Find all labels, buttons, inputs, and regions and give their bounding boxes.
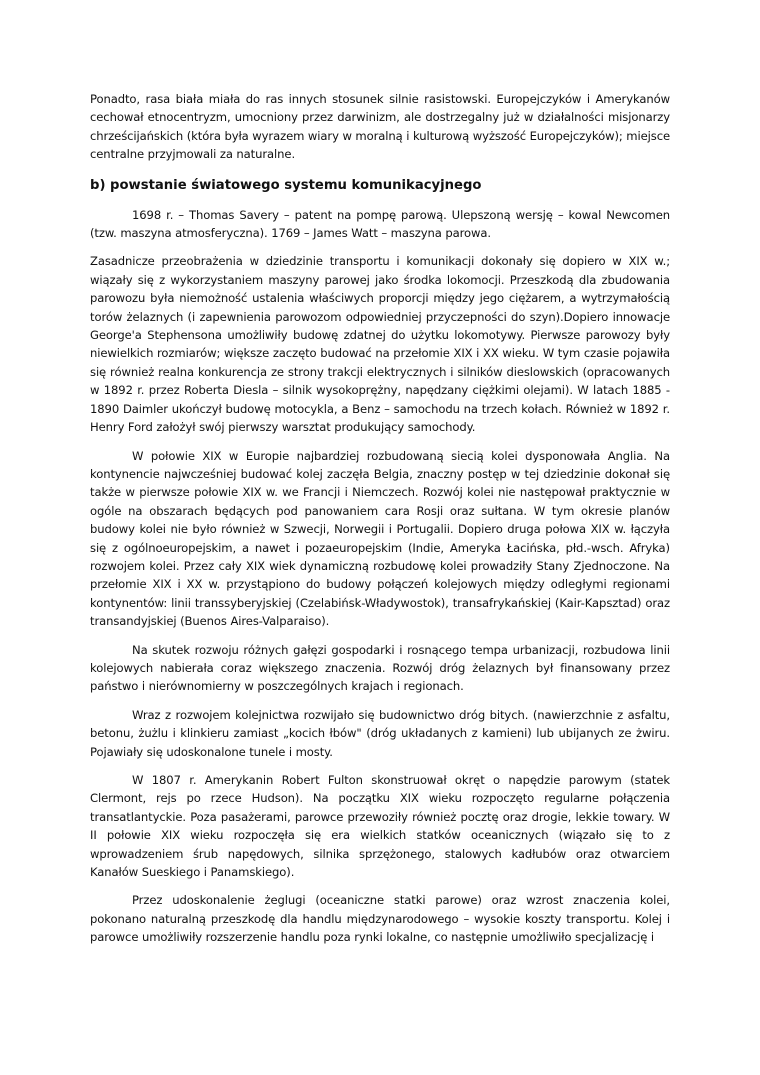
section-heading: b) powstanie światowego systemu komunikacyjnego [90,177,482,193]
paragraph-steamships: W 1807 r. Amerykanin Robert Fulton skonstruował okręt o napędzie parowym (statek Clermont, rejs po rzece Hudson). Na początku XIX wieku rozpoczęto regularne połączenia transatlantyckie. Poza pasażerami, parowce przewoziły również pocztę oraz drogie, lekkie towary. W II połowie XIX wieku rozpoczęła się era wielkich statków oceanicznych (wiązało się to z wprowadzeniem śrub napędowych, silnika sprzężonego, stalowych kadłubów oraz otwarciem Kanałów Sueskiego i Panamskiego). [90,773,670,880]
paragraph-transport-transformation: Zasadnicze przeobrażenia w dziedzinie transportu i komunikacji dokonały się dopiero w XIX w.; wiązały się z wykorzystaniem maszyny parowej jako środka lokomocji. Przeszkodą dla zbudowania parowozu była niemożność ustalenia właściwych proporcji między jego ciężarem, a wytrzymałością torów żelaznych (i zapewnienia parowozom odpowiedniej przyczepności do szyn).Dopiero innowacje George'a Stephensona umożliwiły budowę zdatnej do użytku lokomotywy. Pierwsze parowozy były niewielkich rozmiarów; większe zaczęto budować na przełomie XIX i XX wieku. W tym czasie pojawiła się również realna konkurencja ze strony trakcji elektrycznych i silników dieslowskich (opracowanych w 1892 r. przez Roberta Diesla – silnik wysokoprężny, napędzany ciężkimi olejami). W latach 1885 - 1890 Daimler ukończył budowę motocykla, a Benz – samochodu na trzech kołach. Również w 1892 r. Henry Ford założył swój pierwszy warsztat produkujący samochody. [90,254,670,435]
document-page [90,90,670,957]
paragraph-roads: Wraz z rozwojem kolejnictwa rozwijało się budownictwo dróg bitych. (nawierzchnie z asfaltu, betonu, żużlu i klinkieru zamiast „kocich łbów" (dróg układanych z kamieni) lub ubijanych ze żwiru. Pojawiały się udoskonalone tunele i mosty. [90,707,670,759]
paragraph-railway-importance: Na skutek rozwoju różnych gałęzi gospodarki i rosnącego tempa urbanizacji, rozbudowa linii kolejowych nabierała coraz większego znaczenia. Rozwój dróg żelaznych był finansowany przez państwo i nierównomierny w poszczególnych krajach i regionach. [90,642,670,694]
paragraph-steam-engine: 1698 r. – Thomas Savery – patent na pompę parową. Ulepszoną wersję – kowal Newcomen (tzw. maszyna atmosferyczna). 1769 – James Watt – maszyna parowa. [90,207,670,241]
paragraph-trade: Przez udoskonalenie żeglugi (oceaniczne statki parowe) oraz wzrost znaczenia kolei, pokonano naturalną przeszkodę dla handlu międzynarodowego – wysokie koszty transportu. Kolej i parowce umożliwiły rozszerzenie handlu poza rynki lokalne, co następnie umożliwiło specjalizację i [90,893,670,945]
paragraph-railways-europe: W połowie XIX w Europie najbardziej rozbudowaną siecią kolei dysponowała Anglia. Na kontynencie najwcześniej budować kolej zaczęła Belgia, znaczny postęp w tej dziedzinie dokonał się także w pierwsze połowie XIX w. we Francji i Niemczech. Rozwój kolei nie następował praktycznie w ogóle na obszarach będących pod panowaniem cara Rosji oraz sułtana. W tym okresie planów budowy kolei nie było również w Szwecji, Norwegii i Portugalii. Dopiero druga połowa XIX w. łączyła się z ogólnoeuropejskim, a nawet i pozaeuropejskim (Indie, Ameryka Łacińska, płd.-wsch. Afryka) rozwojem kolei. Przez cały XIX wiek dynamiczną rozbudowę kolei prowadziły Stany Zjednoczone. Na przełomie XIX i XX w. przystąpiono do budowy połączeń kolejowych między odległymi regionami kontynentów: linii transsyberyjskiej (Czelabińsk-Władywostok), transafrykańskiej (Kair-Kapsztad) oraz transandyjskiej (Buenos Aires-Valparaiso). [90,448,670,629]
intro-paragraph: Ponadto, rasa biała miała do ras innych stosunek silnie rasistowski. Europejczyków i Amerykanów cechował etnocentryzm, umocniony przez darwinizm, ale dostrzegalny już w działalności misjonarzy chrześcijańskich (która była wyrazem wiary w moralną i kulturową wyższość Europejczyków); miejsce centralne przyjmowali za naturalne. [90,92,670,162]
